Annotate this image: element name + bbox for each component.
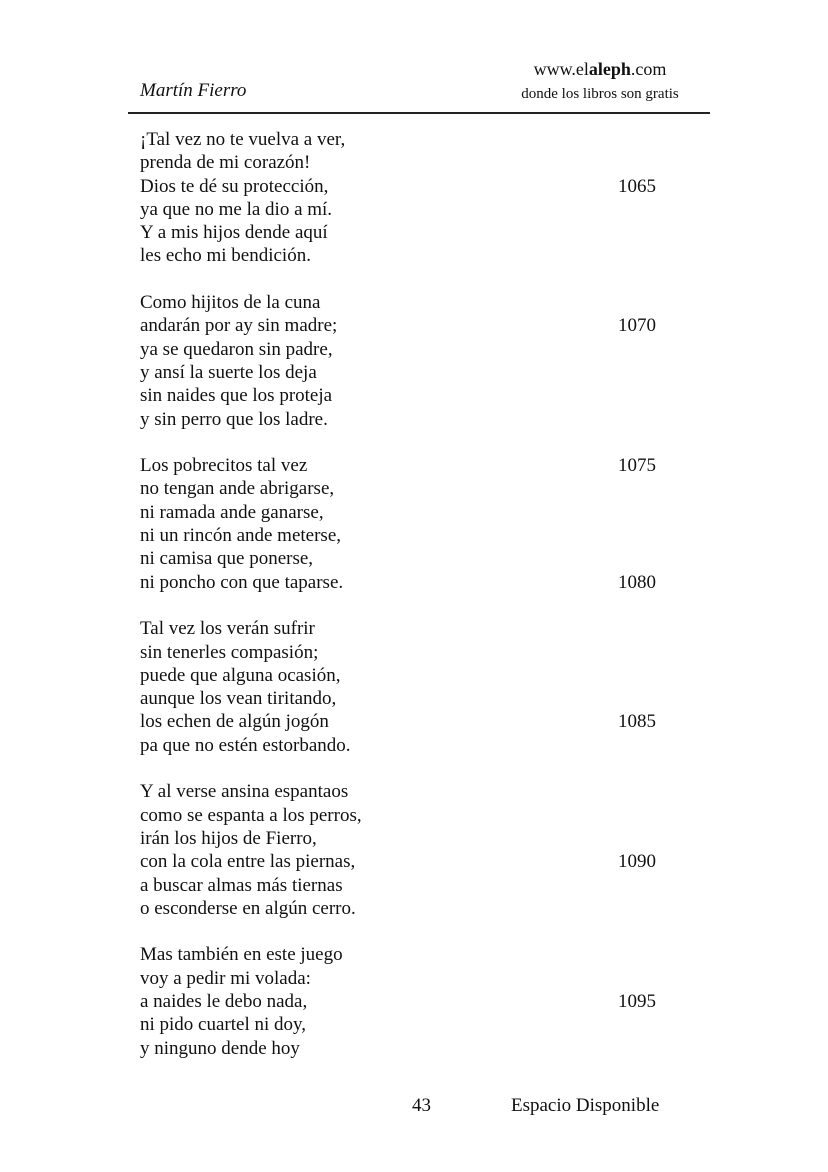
- verse-line: [140, 501, 680, 524]
- verse-text: ¡Tal vez no te vuelva a ver,: [140, 129, 346, 150]
- verse-line: [140, 641, 680, 664]
- verse-text: ni poncho con que taparse.: [140, 571, 344, 593]
- verse-line: [140, 175, 680, 198]
- verse-line: [140, 454, 680, 477]
- stanza: [140, 780, 680, 920]
- stanza: [140, 291, 680, 431]
- verse-text: ni un rincón ande meterse,: [140, 525, 342, 547]
- verse-line: [140, 990, 680, 1013]
- verse-text: y sin perro que los ladre.: [140, 408, 328, 430]
- publisher-name: Espacio Disponible: [511, 1095, 660, 1116]
- stanza: [140, 128, 680, 268]
- line-number: 1085: [618, 711, 656, 733]
- verse-line: [140, 547, 680, 570]
- verse-line: [140, 897, 680, 920]
- verse-line: [140, 1013, 680, 1036]
- poem-body: [140, 128, 680, 1083]
- verse-line: [140, 850, 680, 873]
- verse-line: [140, 710, 680, 733]
- verse-text: les echo mi bendición.: [140, 245, 311, 267]
- verse-line: [140, 734, 680, 757]
- header-divider: [128, 112, 710, 114]
- verse-text: y ansí la suerte los deja: [140, 361, 317, 383]
- site-url-prefix: www.el: [533, 59, 589, 79]
- verse-text: Mas también en este juego: [140, 944, 343, 966]
- verse-text: ni pido cuartel ni doy,: [140, 1014, 307, 1036]
- verse-text: Como hijitos de la cuna: [140, 292, 321, 314]
- verse-line: [140, 524, 680, 547]
- verse-text: a buscar almas más tiernas: [140, 874, 343, 896]
- verse-text: Dios te dé su protección,: [140, 175, 329, 197]
- site-url-bold: aleph: [588, 59, 631, 79]
- verse-text: sin tenerles compasión;: [140, 641, 319, 663]
- verse-line: [140, 314, 680, 337]
- verse-line: [140, 361, 680, 384]
- verse-text: Tal vez los verán sufrir: [140, 618, 315, 640]
- verse-text: con la cola entre las piernas,: [140, 851, 356, 873]
- book-title: Martín Fierro: [140, 80, 247, 101]
- line-number: 1080: [618, 571, 656, 593]
- verse-text: o esconderse en algún cerro.: [140, 897, 356, 919]
- verse-text: puede que alguna ocasión,: [140, 664, 341, 686]
- verse-text: a naides le debo nada,: [140, 990, 308, 1012]
- verse-line: [140, 244, 680, 267]
- verse-line: [140, 338, 680, 361]
- site-url-suffix: .com: [630, 59, 667, 79]
- verse-text: Y a mis hijos dende aquí: [140, 222, 328, 244]
- verse-text: andarán por ay sin madre;: [140, 315, 338, 337]
- stanza: [140, 454, 680, 594]
- verse-text: no tengan ande abrigarse,: [140, 478, 335, 500]
- verse-text: ni camisa que ponerse,: [140, 548, 314, 570]
- verse-line: [140, 687, 680, 710]
- line-number: 1090: [618, 851, 656, 873]
- verse-line: [140, 804, 680, 827]
- verse-line: [140, 571, 680, 594]
- verse-text: pa que no estén estorbando.: [140, 734, 351, 756]
- page-number: 43: [412, 1095, 431, 1116]
- verse-text: sin naides que los proteja: [140, 385, 333, 407]
- verse-line: [140, 967, 680, 990]
- verse-text: ni ramada ande ganarse,: [140, 501, 324, 523]
- verse-line: [140, 664, 680, 687]
- verse-line: [140, 198, 680, 221]
- verse-line: [140, 128, 680, 151]
- verse-text: irán los hijos de Fierro,: [140, 827, 317, 849]
- verse-line: [140, 1037, 680, 1060]
- line-number: 1065: [618, 175, 656, 197]
- verse-text: aunque los vean tiritando,: [140, 688, 337, 710]
- verse-line: [140, 617, 680, 640]
- verse-line: [140, 827, 680, 850]
- verse-text: prenda de mi corazón!: [140, 152, 311, 174]
- verse-line: [140, 874, 680, 897]
- verse-line: [140, 943, 680, 966]
- verse-text: Y al verse ansina espantaos: [140, 781, 349, 803]
- verse-line: [140, 477, 680, 500]
- verse-line: [140, 221, 680, 244]
- verse-text: como se espanta a los perros,: [140, 804, 362, 826]
- page-header: [0, 0, 828, 116]
- verse-text: Los pobrecitos tal vez: [140, 455, 308, 477]
- verse-line: [140, 151, 680, 174]
- stanza: [140, 617, 680, 757]
- verse-text: ya que no me la dio a mí.: [140, 198, 333, 220]
- verse-text: los echen de algún jogón: [140, 711, 329, 733]
- verse-text: ya se quedaron sin padre,: [140, 338, 333, 360]
- verse-line: [140, 291, 680, 314]
- stanza: [140, 943, 680, 1059]
- site-tagline: donde los libros son gratis: [521, 86, 679, 102]
- line-number: 1075: [618, 455, 656, 477]
- line-number: 1070: [618, 315, 656, 337]
- verse-text: voy a pedir mi volada:: [140, 967, 311, 989]
- verse-line: [140, 384, 680, 407]
- verse-line: [140, 780, 680, 803]
- line-number: 1095: [618, 990, 656, 1012]
- verse-text: y ninguno dende hoy: [140, 1037, 300, 1059]
- site-url[interactable]: [515, 58, 685, 80]
- verse-line: [140, 408, 680, 431]
